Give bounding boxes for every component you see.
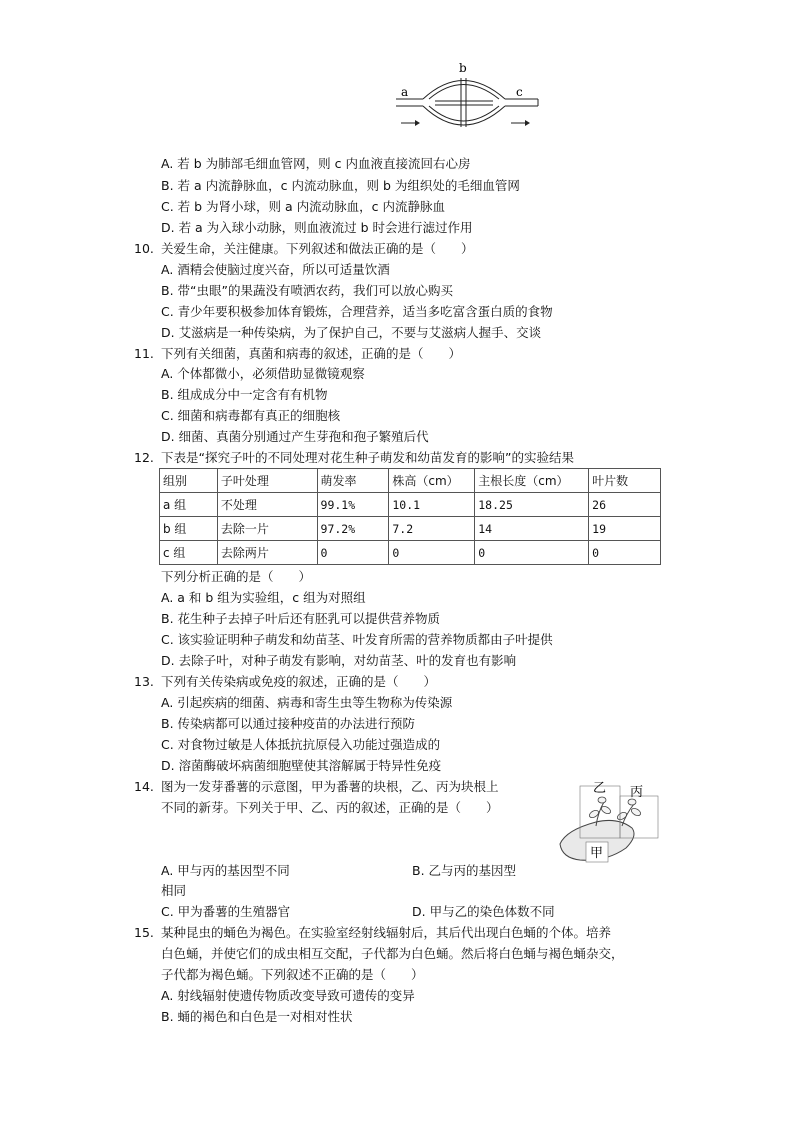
q13-number: 13.: [134, 674, 154, 689]
table-cell: 99.1%: [317, 493, 389, 517]
table-header: 主根长度（cm）: [475, 469, 589, 493]
label-b: b: [459, 61, 467, 75]
sweet-potato-figure: [556, 778, 666, 866]
q12-option-a: A. a 和 b 组为实验组，c 组为对照组: [161, 590, 366, 605]
table-cell: c 组: [160, 541, 218, 565]
q12-option-d: D. 去除子叶，对种子萌发有影响，对幼苗茎、叶的发育也有影响: [161, 653, 517, 668]
q13-option-b: B. 传染病都可以通过接种疫苗的办法进行预防: [161, 716, 416, 731]
q14-option-b-part2: 相同: [161, 883, 187, 898]
table-cell: 19: [589, 517, 661, 541]
q10-option-b: B. 带“虫眼”的果蔬没有喷洒农药，我们可以放心购买: [161, 283, 453, 298]
q9-option-b: B. 若 a 内流静脉血，c 内流动脉血，则 b 为组织处的毛细血管网: [161, 178, 520, 193]
q10-number: 10.: [134, 241, 154, 256]
q14-number: 14.: [134, 779, 154, 794]
table-cell: 0: [389, 541, 475, 565]
q15-option-a: A. 射线辐射使遗传物质改变导致可遗传的变异: [161, 988, 415, 1003]
experiment-table: [159, 468, 661, 565]
table-cell: 26: [589, 493, 661, 517]
table-cell: 去除一片: [217, 517, 317, 541]
table-header-row: [160, 469, 661, 493]
q12-stem: 下表是“探究子叶的不同处理对花生种子萌发和幼苗发育的影响”的实验结果: [161, 450, 574, 465]
table-cell: 14: [475, 517, 589, 541]
q13-option-d: D. 溶菌酶破坏病菌细胞壁使其溶解属于特异性免疫: [161, 758, 442, 773]
table-cell: b 组: [160, 517, 218, 541]
label-yi: 乙: [593, 781, 607, 796]
table-header: 叶片数: [589, 469, 661, 493]
q11-option-a: A. 个体都微小，必须借助显微镜观察: [161, 366, 365, 381]
table-header: 萌发率: [317, 469, 389, 493]
q15-stem-line1: 某种昆虫的蛹色为褐色。在实验室经射线辐射后，其后代出现白色蛹的个体。培养: [161, 925, 612, 940]
table-header: 子叶处理: [217, 469, 317, 493]
q14-option-a: A. 甲与丙的基因型不同: [161, 863, 290, 878]
q13-option-c: C. 对食物过敏是人体抵抗抗原侵入功能过强造成的: [161, 737, 441, 752]
q12-option-c: C. 该实验证明种子萌发和幼苗茎、叶发育所需的营养物质都由子叶提供: [161, 632, 553, 647]
q9-option-c: C. 若 b 为肾小球，则 a 内流动脉血，c 内流静脉血: [161, 199, 446, 214]
label-c: c: [516, 85, 523, 99]
label-a: a: [401, 85, 409, 99]
q12-option-b: B. 花生种子去掉子叶后还有胚乳可以提供营养物质: [161, 611, 441, 626]
q11-option-c: C. 细菌和病毒都有真正的细胞核: [161, 408, 341, 423]
table-cell: 去除两片: [217, 541, 317, 565]
table-cell: 不处理: [217, 493, 317, 517]
q14-stem-line1: 图为一发芽番薯的示意图，甲为番薯的块根，乙、丙为块根上: [161, 779, 499, 794]
q12-number: 12.: [134, 450, 154, 465]
q10-option-d: D. 艾滋病是一种传染病，为了保护自己，不要与艾滋病人握手、交谈: [161, 325, 542, 340]
table-cell: 7.2: [389, 517, 475, 541]
q14-option-c: C. 甲为番薯的生殖器官: [161, 904, 291, 919]
q14-option-d: D. 甲与乙的染色体数不同: [412, 904, 555, 919]
q9-option-a: A. 若 b 为肺部毛细血管网，则 c 内血液直接流回右心房: [161, 156, 471, 171]
table-row: [160, 517, 661, 541]
q9-option-d: D. 若 a 为入球小动脉，则血液流过 b 时会进行滤过作用: [161, 220, 473, 235]
q11-stem: 下列有关细菌，真菌和病毒的叙述，正确的是（ ）: [161, 346, 462, 361]
q15-stem-line3: 子代都为褐色蛹。下列叙述不正确的是（ ）: [161, 967, 424, 982]
q13-stem: 下列有关传染病或免疫的叙述，正确的是（ ）: [161, 674, 437, 689]
q15-number: 15.: [134, 925, 154, 940]
q11-number: 11.: [134, 346, 154, 361]
table-header: 株高（cm）: [389, 469, 475, 493]
table-row: [160, 541, 661, 565]
q15-option-b: B. 蛹的褐色和白色是一对相对性状: [161, 1009, 353, 1024]
q10-option-c: C. 青少年要积极参加体育锻炼，合理营养，适当多吃富含蛋白质的食物: [161, 304, 553, 319]
q12-followup: 下列分析正确的是（ ）: [161, 569, 312, 584]
table-cell: a 组: [160, 493, 218, 517]
blood-vessel-diagram: [393, 60, 543, 130]
table-row: [160, 493, 661, 517]
table-header: 组别: [160, 469, 218, 493]
q10-stem: 关爱生命，关注健康。下列叙述和做法正确的是（ ）: [161, 241, 474, 256]
table-cell: 0: [317, 541, 389, 565]
q15-stem-line2: 白色蛹，并使它们的成虫相互交配，子代都为白色蛹。然后将白色蛹与褐色蛹杂交，: [161, 946, 624, 961]
q13-option-a: A. 引起疾病的细菌、病毒和寄生虫等生物称为传染源: [161, 695, 453, 710]
table-cell: 0: [475, 541, 589, 565]
table-cell: 10.1: [389, 493, 475, 517]
table-cell: 0: [589, 541, 661, 565]
table-cell: 18.25: [475, 493, 589, 517]
q10-option-a: A. 酒精会使脑过度兴奋，所以可适量饮酒: [161, 262, 390, 277]
table-cell: 97.2%: [317, 517, 389, 541]
q11-option-b: B. 组成成分中一定含有有机物: [161, 387, 328, 402]
q11-option-d: D. 细菌、真菌分别通过产生芽孢和孢子繁殖后代: [161, 429, 429, 444]
q14-stem-line2: 不同的新芽。下列关于甲、乙、丙的叙述，正确的是（ ）: [161, 800, 499, 815]
label-bing: 丙: [630, 785, 644, 800]
q14-option-b-part1: B. 乙与丙的基因型: [412, 863, 517, 878]
label-jia: 甲: [590, 846, 604, 861]
